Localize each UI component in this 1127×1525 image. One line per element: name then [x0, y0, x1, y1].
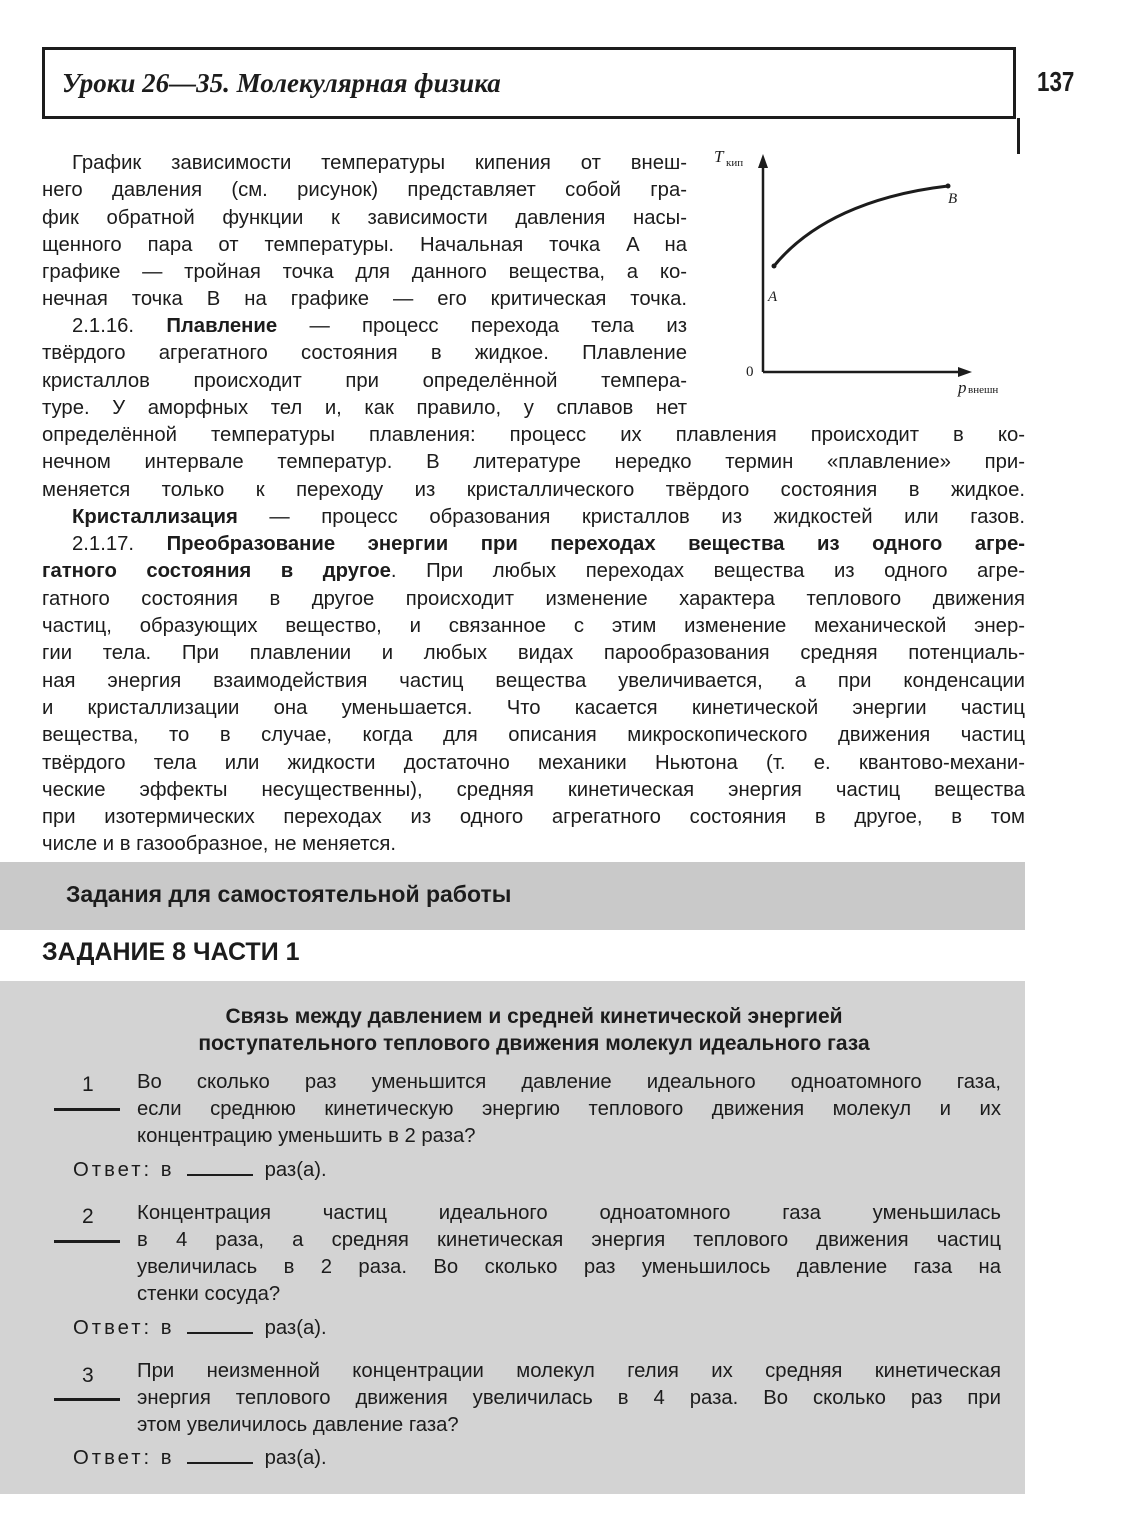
text-line: стенки сосуда? — [137, 1283, 281, 1305]
text-line: при изотермических переходах из одного агрегатного состояния в другое, в том — [42, 806, 1025, 829]
answer-prefix: Ответ: в — [73, 1447, 175, 1469]
answer-blank[interactable] — [187, 1158, 253, 1176]
boiling-curve — [774, 186, 948, 266]
task-question — [137, 1358, 1001, 1439]
crystallization-text: — процесс образования кристаллов из жидкостей или газов. — [237, 505, 1025, 528]
x-axis-label-sub: внешн — [968, 384, 999, 396]
answer-blank[interactable] — [187, 1446, 253, 1464]
text-line: При неизменной концентрации молекул гелия их средняя кинетическая — [137, 1360, 1001, 1382]
task-question — [137, 1200, 1001, 1308]
task-number: 3 — [82, 1364, 94, 1387]
answer-line — [73, 1158, 327, 1182]
melting-first-line — [42, 313, 687, 340]
text-line: энергия теплового движения увеличилась в 4 раза. Во сколько раз при — [137, 1387, 1001, 1409]
text-line: концентрацию уменьшить в 2 раза? — [137, 1125, 476, 1147]
boiling-paragraph — [42, 150, 687, 314]
transformation-first-line — [42, 531, 1025, 558]
text-line: твёрдого агрегатного состояния в жидкое. Плавление — [42, 342, 687, 365]
chapter-title: Уроки 26—35. Молекулярная физика — [62, 68, 501, 98]
text-line: — процесс перехода тела из — [277, 315, 688, 337]
transformation-second-line — [42, 558, 1025, 585]
task-number: 1 — [82, 1073, 94, 1096]
text-line: определённой температуры плавления: процесс их плавления происходит в ко- — [42, 424, 1025, 446]
task-question — [137, 1069, 1001, 1150]
text-line: и кристаллизации она уменьшается. Что касается кинетической энергии частиц — [42, 696, 1025, 719]
answer-suffix: раз(а). — [264, 1447, 327, 1469]
text-line: Во сколько раз уменьшится давление идеального одноатомного газа, — [137, 1071, 1001, 1093]
text-line: в 4 раза, а средняя кинетическая энергия теплового движения частиц — [137, 1229, 1001, 1251]
text-line: меняется только к переходу из кристаллического твёрдого состояния в жидкое. — [42, 478, 1025, 501]
text-line: вещества, то в случае, когда для описания микроскопического движения частиц — [42, 724, 1025, 747]
text-line: гии тела. При плавлении и любых видах парообразования средняя потенциаль- — [42, 642, 1025, 665]
task-marker-line — [54, 1108, 120, 1111]
transformation-number: 2.1.17. — [72, 533, 135, 556]
answer-prefix: Ответ: в — [73, 1159, 175, 1181]
answer-suffix: раз(а). — [264, 1159, 327, 1181]
text-line: щенного пара от температуры. Начальная точка A на — [42, 233, 687, 256]
x-axis-arrow — [958, 367, 972, 377]
melting-term: Плавление — [166, 315, 278, 337]
text-line: График зависимости температуры кипения от внеш- — [72, 152, 687, 174]
text-line: нечном интервале температур. В литературе нередко термин «плавление» при- — [42, 451, 1025, 474]
y-axis-label-sub: кип — [726, 157, 744, 169]
text-line: Концентрация частиц идеального одноатомного газа уменьшилась — [137, 1202, 1001, 1224]
text-line: туре. У аморфных тел и, как правило, у сплавов нет — [42, 396, 687, 419]
x-axis-label: p — [958, 378, 967, 397]
y-axis-arrow — [758, 154, 768, 168]
answer-blank[interactable] — [187, 1316, 253, 1334]
transformation-rest: . При любых переходах вещества из одного агре- — [390, 560, 1025, 583]
text-line: кристаллов происходит при определённой темпера- — [42, 369, 687, 392]
origin-label: 0 — [746, 364, 754, 380]
page-number: 137 — [1037, 66, 1075, 97]
answer-line — [73, 1316, 327, 1340]
text-line: него давления (см. рисунок) представляет собой гра- — [42, 179, 687, 202]
point-b-marker — [946, 184, 951, 189]
task-marker-line — [54, 1398, 120, 1401]
melting-paragraph-wide — [42, 422, 1025, 859]
text-line: увеличилась в 2 раза. Во сколько раз уменьшилось давление газа на — [137, 1256, 1001, 1278]
transformation-term-1: Преобразование энергии при переходах вещества из одного агре- — [166, 533, 1026, 556]
text-line: этом увеличилось давление газа? — [137, 1414, 459, 1436]
melting-paragraph — [42, 313, 687, 422]
point-a-marker — [772, 264, 777, 269]
boiling-curve-figure — [700, 140, 1040, 400]
text-line: частиц, образующих вещество, и связанное с этим изменение механической энер- — [42, 615, 1025, 638]
answer-suffix: раз(а). — [264, 1317, 327, 1339]
tasks-title-line: Связь между давлением и средней кинетической энергией — [225, 1005, 843, 1028]
text-line: ческие эффекты несущественны), средняя кинетическая энергия частиц вещества — [42, 778, 1025, 801]
tasks-box-title — [0, 1003, 1068, 1057]
answer-line — [73, 1446, 327, 1470]
task-marker-line — [54, 1240, 120, 1243]
transformation-term-2: гатного состояния в другое — [42, 560, 391, 583]
text-line: фик обратной функции к зависимости давления насы- — [42, 206, 687, 229]
text-line: числе и в газообразное, не меняется. — [42, 833, 397, 856]
text-line: ная энергия взаимодействия частиц вещества увеличивается, а при конденсации — [42, 669, 1025, 692]
task-heading: ЗАДАНИЕ 8 ЧАСТИ 1 — [42, 938, 300, 966]
y-axis-label: T — [714, 147, 724, 166]
answer-prefix: Ответ: в — [73, 1317, 175, 1339]
crystallization-line — [42, 504, 1025, 531]
point-b-label: B — [948, 191, 958, 207]
point-a-label: A — [768, 289, 778, 305]
text-line: нечная точка B на графике — его критическая точка. — [42, 288, 687, 311]
crystallization-term: Кристаллизация — [72, 505, 238, 528]
text-line: твёрдого тела или жидкости достаточно механики Ньютона (т. е. квантово-механи- — [42, 751, 1025, 774]
text-line: гатного состояния в другое происходит изменение характера теплового движения — [42, 587, 1025, 610]
text-line: графике — тройная точка для данного вещества, а ко- — [42, 261, 687, 284]
task-number: 2 — [82, 1205, 94, 1228]
tasks-title-line: поступательного теплового движения молекул идеального газа — [198, 1032, 870, 1055]
text-line: если среднюю кинетическую энергию теплового движения молекул и их — [137, 1098, 1001, 1120]
section-title: Задания для самостоятельной работы — [66, 881, 512, 907]
melting-number: 2.1.16. — [72, 315, 135, 337]
